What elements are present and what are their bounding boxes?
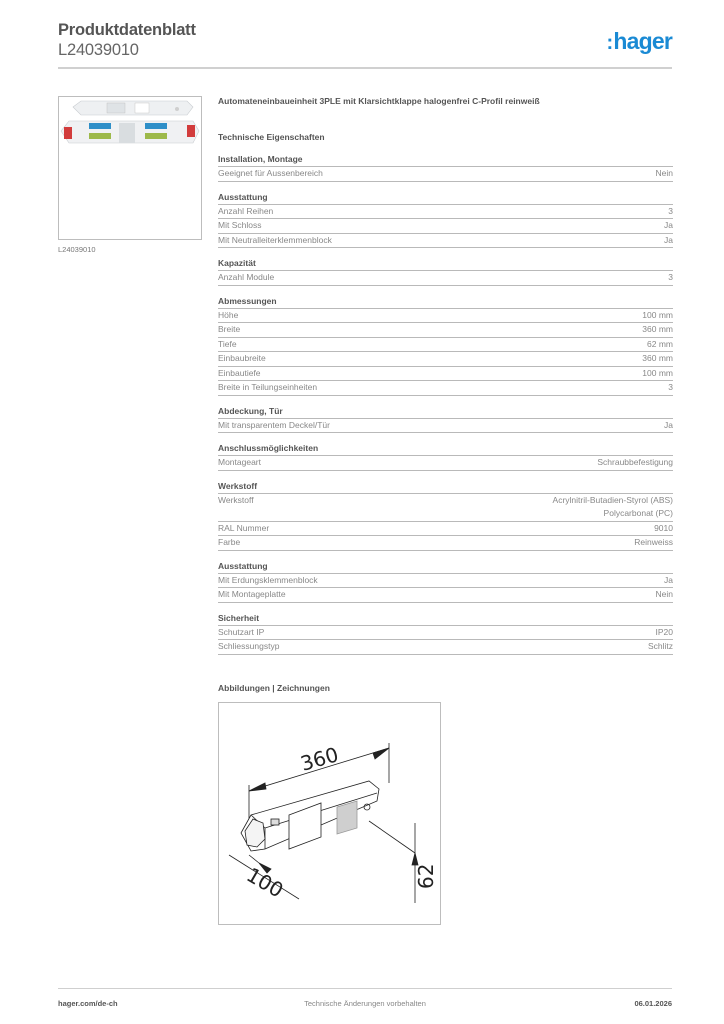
spec-value-line: Acrylnitril-Butadien-Styrol (ABS) (552, 494, 673, 505)
spec-value: Ja (664, 574, 673, 585)
spec-section (218, 613, 673, 655)
spec-row (218, 574, 673, 589)
spec-label: Mit Montageplatte (218, 589, 286, 599)
spec-value: Ja (664, 419, 673, 430)
spec-row (218, 309, 673, 324)
spec-value: Nein (655, 168, 673, 178)
spec-label: Geeignet für Aussenbereich (218, 168, 323, 178)
dimension-drawing (218, 702, 441, 925)
spec-row (218, 219, 673, 234)
spec-row (218, 626, 673, 641)
spec-value: 62 mm (647, 338, 673, 349)
section-title: Installation, Montage (218, 154, 673, 167)
spec-label: RAL Nummer (218, 522, 270, 533)
section-title: Anschlussmöglichkeiten (218, 443, 673, 456)
spec-value: 360 mm (642, 324, 673, 334)
thumbnail-caption: L24039010 (58, 245, 96, 254)
spec-row (218, 456, 673, 471)
spec-value: 3 (668, 382, 673, 392)
product-description: Automateneinbaueinheit 3PLE mit Klarsichtklappe halogenfrei C-Profil reinweiß (218, 96, 540, 106)
spec-value: 100 mm (642, 367, 673, 378)
dimension-depth-label: 100 (242, 862, 288, 903)
spec-section (218, 406, 673, 434)
spec-section (218, 443, 673, 471)
spec-row (218, 234, 673, 249)
spec-value: Schlitz (647, 641, 673, 651)
spec-section (218, 154, 673, 182)
section-title: Ausstattung (218, 192, 673, 205)
spec-label: Anzahl Module (218, 272, 275, 282)
spec-section (218, 481, 673, 551)
spec-value: Ja (664, 234, 673, 245)
spec-label: Breite in Teilungseinheiten (218, 382, 318, 392)
logo-colon: : (606, 32, 613, 54)
spec-label: Breite (218, 324, 241, 334)
section-title: Abdeckung, Tür (218, 406, 673, 419)
spec-label: Einbaubreite (218, 353, 266, 363)
spec-section (218, 258, 673, 286)
technical-drawing-icon (219, 703, 440, 924)
spec-value: 9010 (654, 522, 673, 533)
spec-label: Mit Erdungsklemmenblock (218, 574, 318, 585)
spec-value: 100 mm (642, 309, 673, 320)
spec-label: Einbautiefe (218, 367, 261, 378)
spec-label: Mit Neutralleiterklemmenblock (218, 234, 332, 245)
spec-label: Tiefe (218, 338, 237, 349)
spec-label: Mit Schloss (218, 220, 262, 230)
product-photo-icon (59, 97, 201, 239)
spec-section (218, 561, 673, 603)
spec-row (218, 494, 673, 522)
section-title: Ausstattung (218, 561, 673, 574)
dimension-height-label: 62 (414, 863, 438, 889)
spec-row (218, 588, 673, 603)
spec-row (218, 419, 673, 434)
spec-value: Ja (664, 220, 673, 230)
figures-heading: Abbildungen | Zeichnungen (218, 683, 330, 693)
spec-section (218, 192, 673, 249)
technical-specs (218, 94, 673, 655)
section-title: Sicherheit (218, 613, 673, 626)
page-header (58, 20, 672, 60)
header-divider (58, 67, 672, 69)
spec-label: Schutzart IP (218, 626, 265, 637)
spec-row (218, 338, 673, 353)
spec-row (218, 167, 673, 182)
spec-label: Anzahl Reihen (218, 205, 274, 216)
spec-value: Nein (655, 589, 673, 599)
footer-divider (58, 988, 672, 989)
spec-row (218, 323, 673, 338)
logo-text: hager (613, 28, 672, 54)
spec-value: 3 (668, 205, 673, 216)
spec-value: 360 mm (642, 353, 673, 363)
spec-value: IP20 (655, 626, 673, 637)
spec-row (218, 381, 673, 396)
tech-properties-heading: Technische Eigenschaften (218, 132, 325, 142)
spec-value: Schraubbefestigung (597, 457, 673, 467)
spec-section (218, 296, 673, 396)
spec-row (218, 536, 673, 551)
spec-row (218, 640, 673, 655)
spec-value-line: Polycarbonat (PC) (603, 508, 673, 518)
spec-value: Reinweiss (634, 537, 673, 547)
spec-row (218, 352, 673, 367)
footer-notice: Technische Änderungen vorbehalten (304, 999, 426, 1008)
spec-label: Montageart (218, 457, 261, 467)
spec-row (218, 205, 673, 220)
spec-label: Schliessungstyp (218, 641, 280, 651)
article-number: L24039010 (58, 41, 139, 59)
footer-website-link[interactable]: hager.com/de-ch (58, 999, 118, 1008)
spec-value: 3 (668, 272, 673, 282)
section-title: Abmessungen (218, 296, 673, 309)
section-title: Werkstoff (218, 481, 673, 494)
spec-label: Farbe (218, 537, 241, 547)
product-thumbnail (58, 96, 202, 240)
section-title: Kapazität (218, 258, 673, 271)
spec-label: Werkstoff (218, 494, 254, 505)
spec-row (218, 367, 673, 382)
spec-label: Mit transparentem Deckel/Tür (218, 419, 330, 430)
spec-label: Höhe (218, 309, 239, 320)
dimension-width-label: 360 (297, 742, 342, 776)
spec-row (218, 271, 673, 286)
document-title: Produktdatenblatt (58, 21, 196, 39)
footer-date: 06.01.2026 (634, 999, 672, 1008)
hager-logo (606, 28, 672, 55)
spec-value (553, 494, 673, 521)
spec-row (218, 522, 673, 537)
